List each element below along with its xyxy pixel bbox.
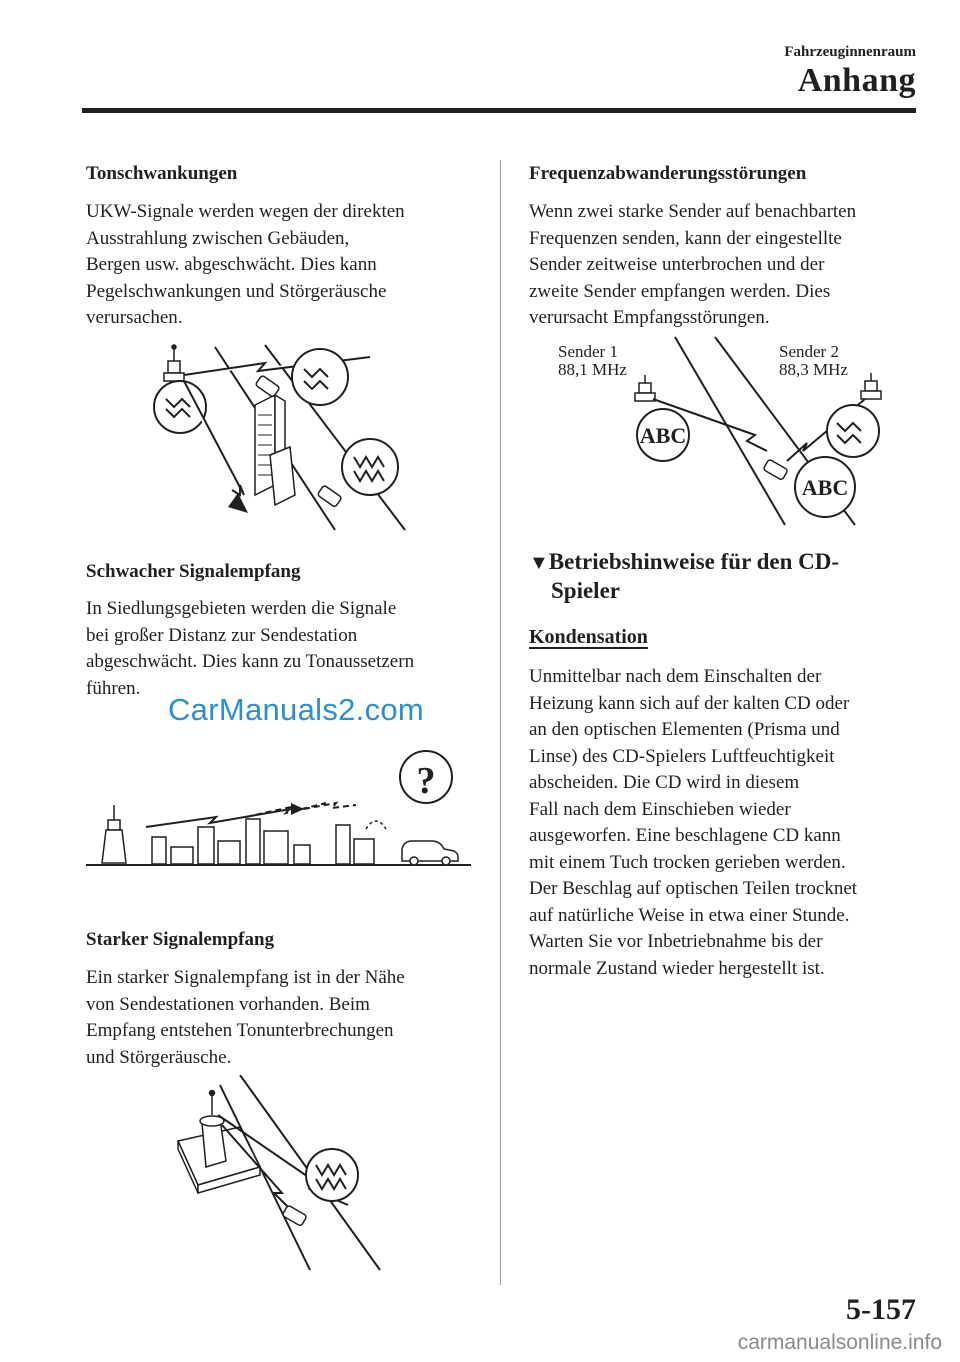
text-line: Der Beschlag auf optischen Teilen trocknet xyxy=(529,878,858,899)
text-line: Ein starker Signalempfang ist in der Nähe xyxy=(86,967,405,988)
sender1-frequency: 88,1 MHz xyxy=(558,360,627,379)
text-line: In Siedlungsgebieten werden die Signale xyxy=(86,598,397,619)
text-line: Fall nach dem Einschieben wieder xyxy=(529,798,791,820)
text-line: UKW-Signale werden wegen der direkten xyxy=(86,201,405,222)
abc-label: ABC xyxy=(639,423,687,448)
heading-frequenz: Frequenzabwanderungsstörungen xyxy=(529,163,807,184)
header-rule xyxy=(82,108,916,113)
text-line: Warten Sie vor Inbetriebnahme bis der xyxy=(529,931,823,952)
watermark: CarManuals2.com xyxy=(168,692,425,727)
section-marker-icon: ▼ xyxy=(529,552,549,574)
sender2-frequency: 88,3 MHz xyxy=(779,360,848,379)
text-line: verursachen. xyxy=(86,307,183,328)
subheading-kondensation: Kondensation xyxy=(529,626,648,648)
heading-stark: Starker Signalempfang xyxy=(86,929,275,950)
cd-section-title xyxy=(529,548,839,605)
text-line: Pegelschwankungen und Störgeräusche xyxy=(86,280,387,302)
text-line: und Störgeräusche. xyxy=(86,1046,232,1068)
text-line: ausgeworfen. Eine beschlagene CD kann xyxy=(529,825,841,846)
text-line: führen. xyxy=(86,677,141,699)
abc-label: ABC xyxy=(801,475,849,500)
text-line: Sender zeitweise unterbrochen und der xyxy=(529,254,825,275)
column-divider xyxy=(500,160,501,1285)
text-line: an den optischen Elementen (Prisma und xyxy=(529,719,840,740)
sender1-label: Sender 1 xyxy=(558,342,618,361)
figure-schwach xyxy=(86,745,471,870)
text-line: mit einem Tuch trocken gerieben werden. xyxy=(529,851,846,873)
site-watermark[interactable]: carmanualsonline.info xyxy=(737,1331,942,1354)
svg-text:?: ? xyxy=(416,760,436,802)
para-frequenz xyxy=(529,199,856,332)
figure-frequenz xyxy=(555,335,895,530)
cd-title-line1: Betriebshinweise für den CD- xyxy=(548,549,840,574)
text-line: zweite Sender empfangen werden. Dies xyxy=(529,280,831,302)
text-line: Heizung kann sich auf der kalten CD oder xyxy=(529,692,850,714)
text-line: Wenn zwei starke Sender auf benachbarten xyxy=(529,201,857,222)
text-line: verursacht Empfangsstörungen. xyxy=(529,307,770,328)
text-line: Ausstrahlung zwischen Gebäuden, xyxy=(86,227,350,249)
heading-tonschwankungen: Tonschwankungen xyxy=(86,163,238,184)
text-line: normale Zustand wieder hergestellt ist. xyxy=(529,957,825,979)
text-line: Frequenzen senden, kann der eingestellte xyxy=(529,227,842,249)
para-stark xyxy=(86,965,405,1071)
chapter-title: Anhang xyxy=(797,62,916,99)
figure-tonschwankungen xyxy=(140,335,420,535)
text-line: Unmittelbar nach dem Einschalten der xyxy=(529,666,822,687)
text-line: abscheiden. Die CD wird in diesem xyxy=(529,772,800,793)
text-line: Bergen usw. abgeschwächt. Dies kann xyxy=(86,254,377,275)
section-header: Fahrzeuginnenraum xyxy=(784,44,916,60)
heading-schwach: Schwacher Signalempfang xyxy=(86,561,301,582)
sender2-label: Sender 2 xyxy=(779,342,839,361)
text-line: Linse) des CD-Spielers Luftfeuchtigkeit xyxy=(529,745,835,767)
figure-stark xyxy=(170,1075,390,1275)
text-line: auf natürliche Weise in etwa einer Stunde. xyxy=(529,904,850,926)
text-line: Empfang entstehen Tonunterbrechungen xyxy=(86,1020,394,1041)
page-number: 5-157 xyxy=(846,1293,916,1326)
text-line: abgeschwächt. Dies kann zu Tonaussetzern xyxy=(86,651,415,672)
text-line: bei großer Distanz zur Sendestation xyxy=(86,624,358,646)
text-line: von Sendestationen vorhanden. Beim xyxy=(86,993,370,1015)
para-schwach xyxy=(86,596,414,702)
para-kondensation xyxy=(529,664,857,982)
para-tonschwankungen xyxy=(86,199,405,332)
cd-title-line2: Spieler xyxy=(551,578,620,603)
